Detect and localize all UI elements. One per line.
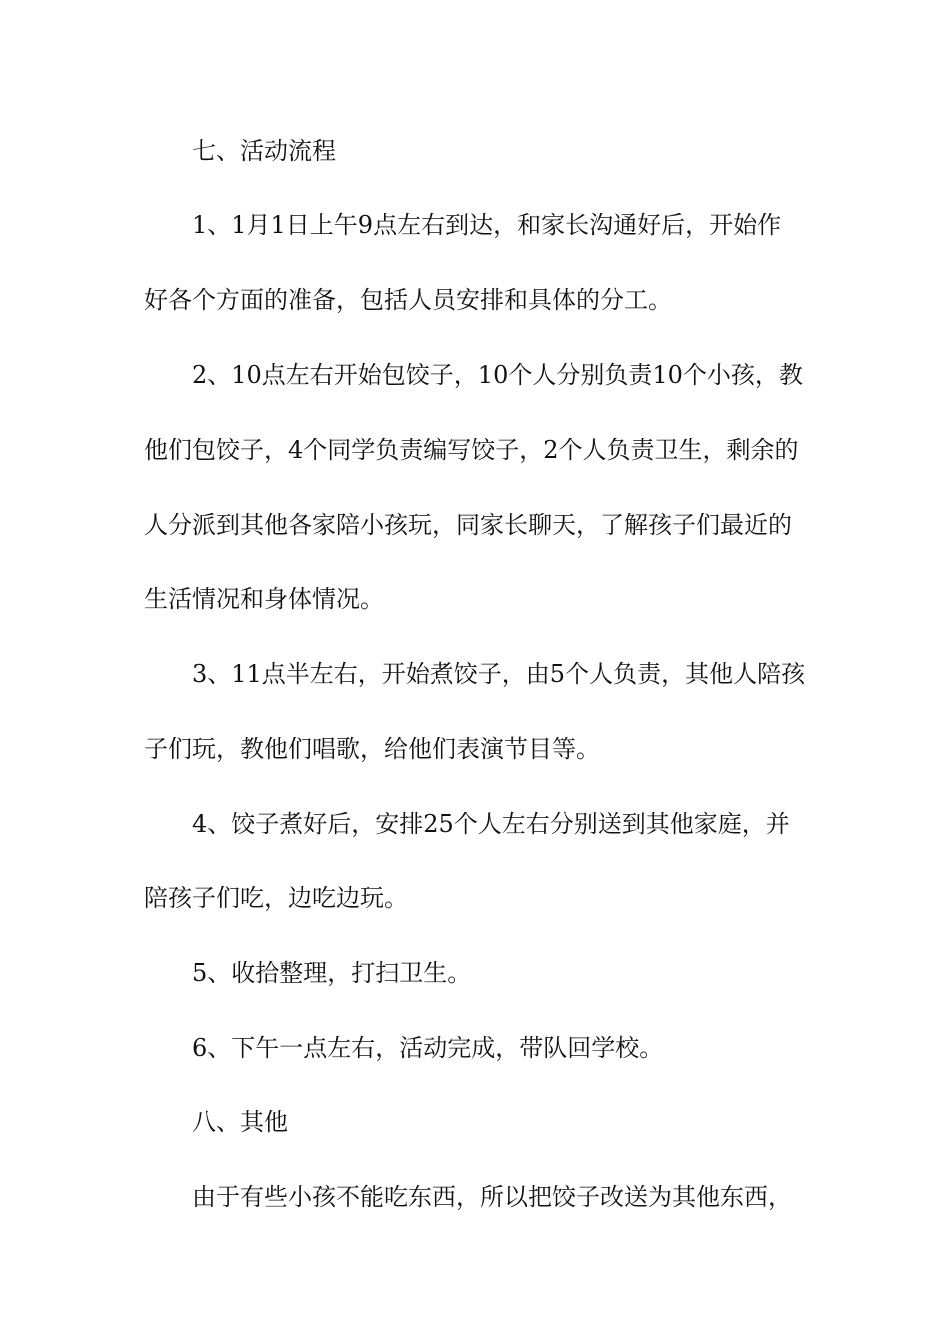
paragraph-line: 他们包饺子，4个同学负责编写饺子，2个人负责卫生，剩余的: [144, 436, 799, 464]
paragraph-line: 6、下午一点左右，活动完成，带队回学校。: [192, 1034, 664, 1062]
paragraph-line: 生活情况和身体情况。: [144, 585, 384, 613]
paragraph-line: 3、11点半左右，开始煮饺子，由5个人负责，其他人陪孩: [192, 660, 806, 688]
paragraph-line: 4、饺子煮好后，安排25个人左右分别送到其他家庭，并: [192, 810, 790, 838]
paragraph-line: 好各个方面的准备，包括人员安排和具体的分工。: [144, 286, 672, 314]
paragraph-line: 2、10点左右开始包饺子，10个人分别负责10个小孩，教: [192, 361, 803, 389]
section-heading-activity-flow: 七、活动流程: [192, 137, 336, 165]
paragraph-line: 5、收拾整理，打扫卫生。: [192, 959, 472, 987]
paragraph-line: 子们玩，教他们唱歌，给他们表演节目等。: [144, 735, 600, 763]
paragraph-line: 1、1月1日上午9点左右到达，和家长沟通好后，开始作: [192, 211, 782, 239]
section-heading-other: 八、其他: [192, 1108, 288, 1136]
paragraph-line: 人分派到其他各家陪小孩玩，同家长聊天，了解孩子们最近的: [144, 511, 792, 539]
paragraph-line: 由于有些小孩不能吃东西，所以把饺子改送为其他东西，: [192, 1183, 792, 1211]
paragraph-line: 陪孩子们吃，边吃边玩。: [144, 884, 408, 912]
